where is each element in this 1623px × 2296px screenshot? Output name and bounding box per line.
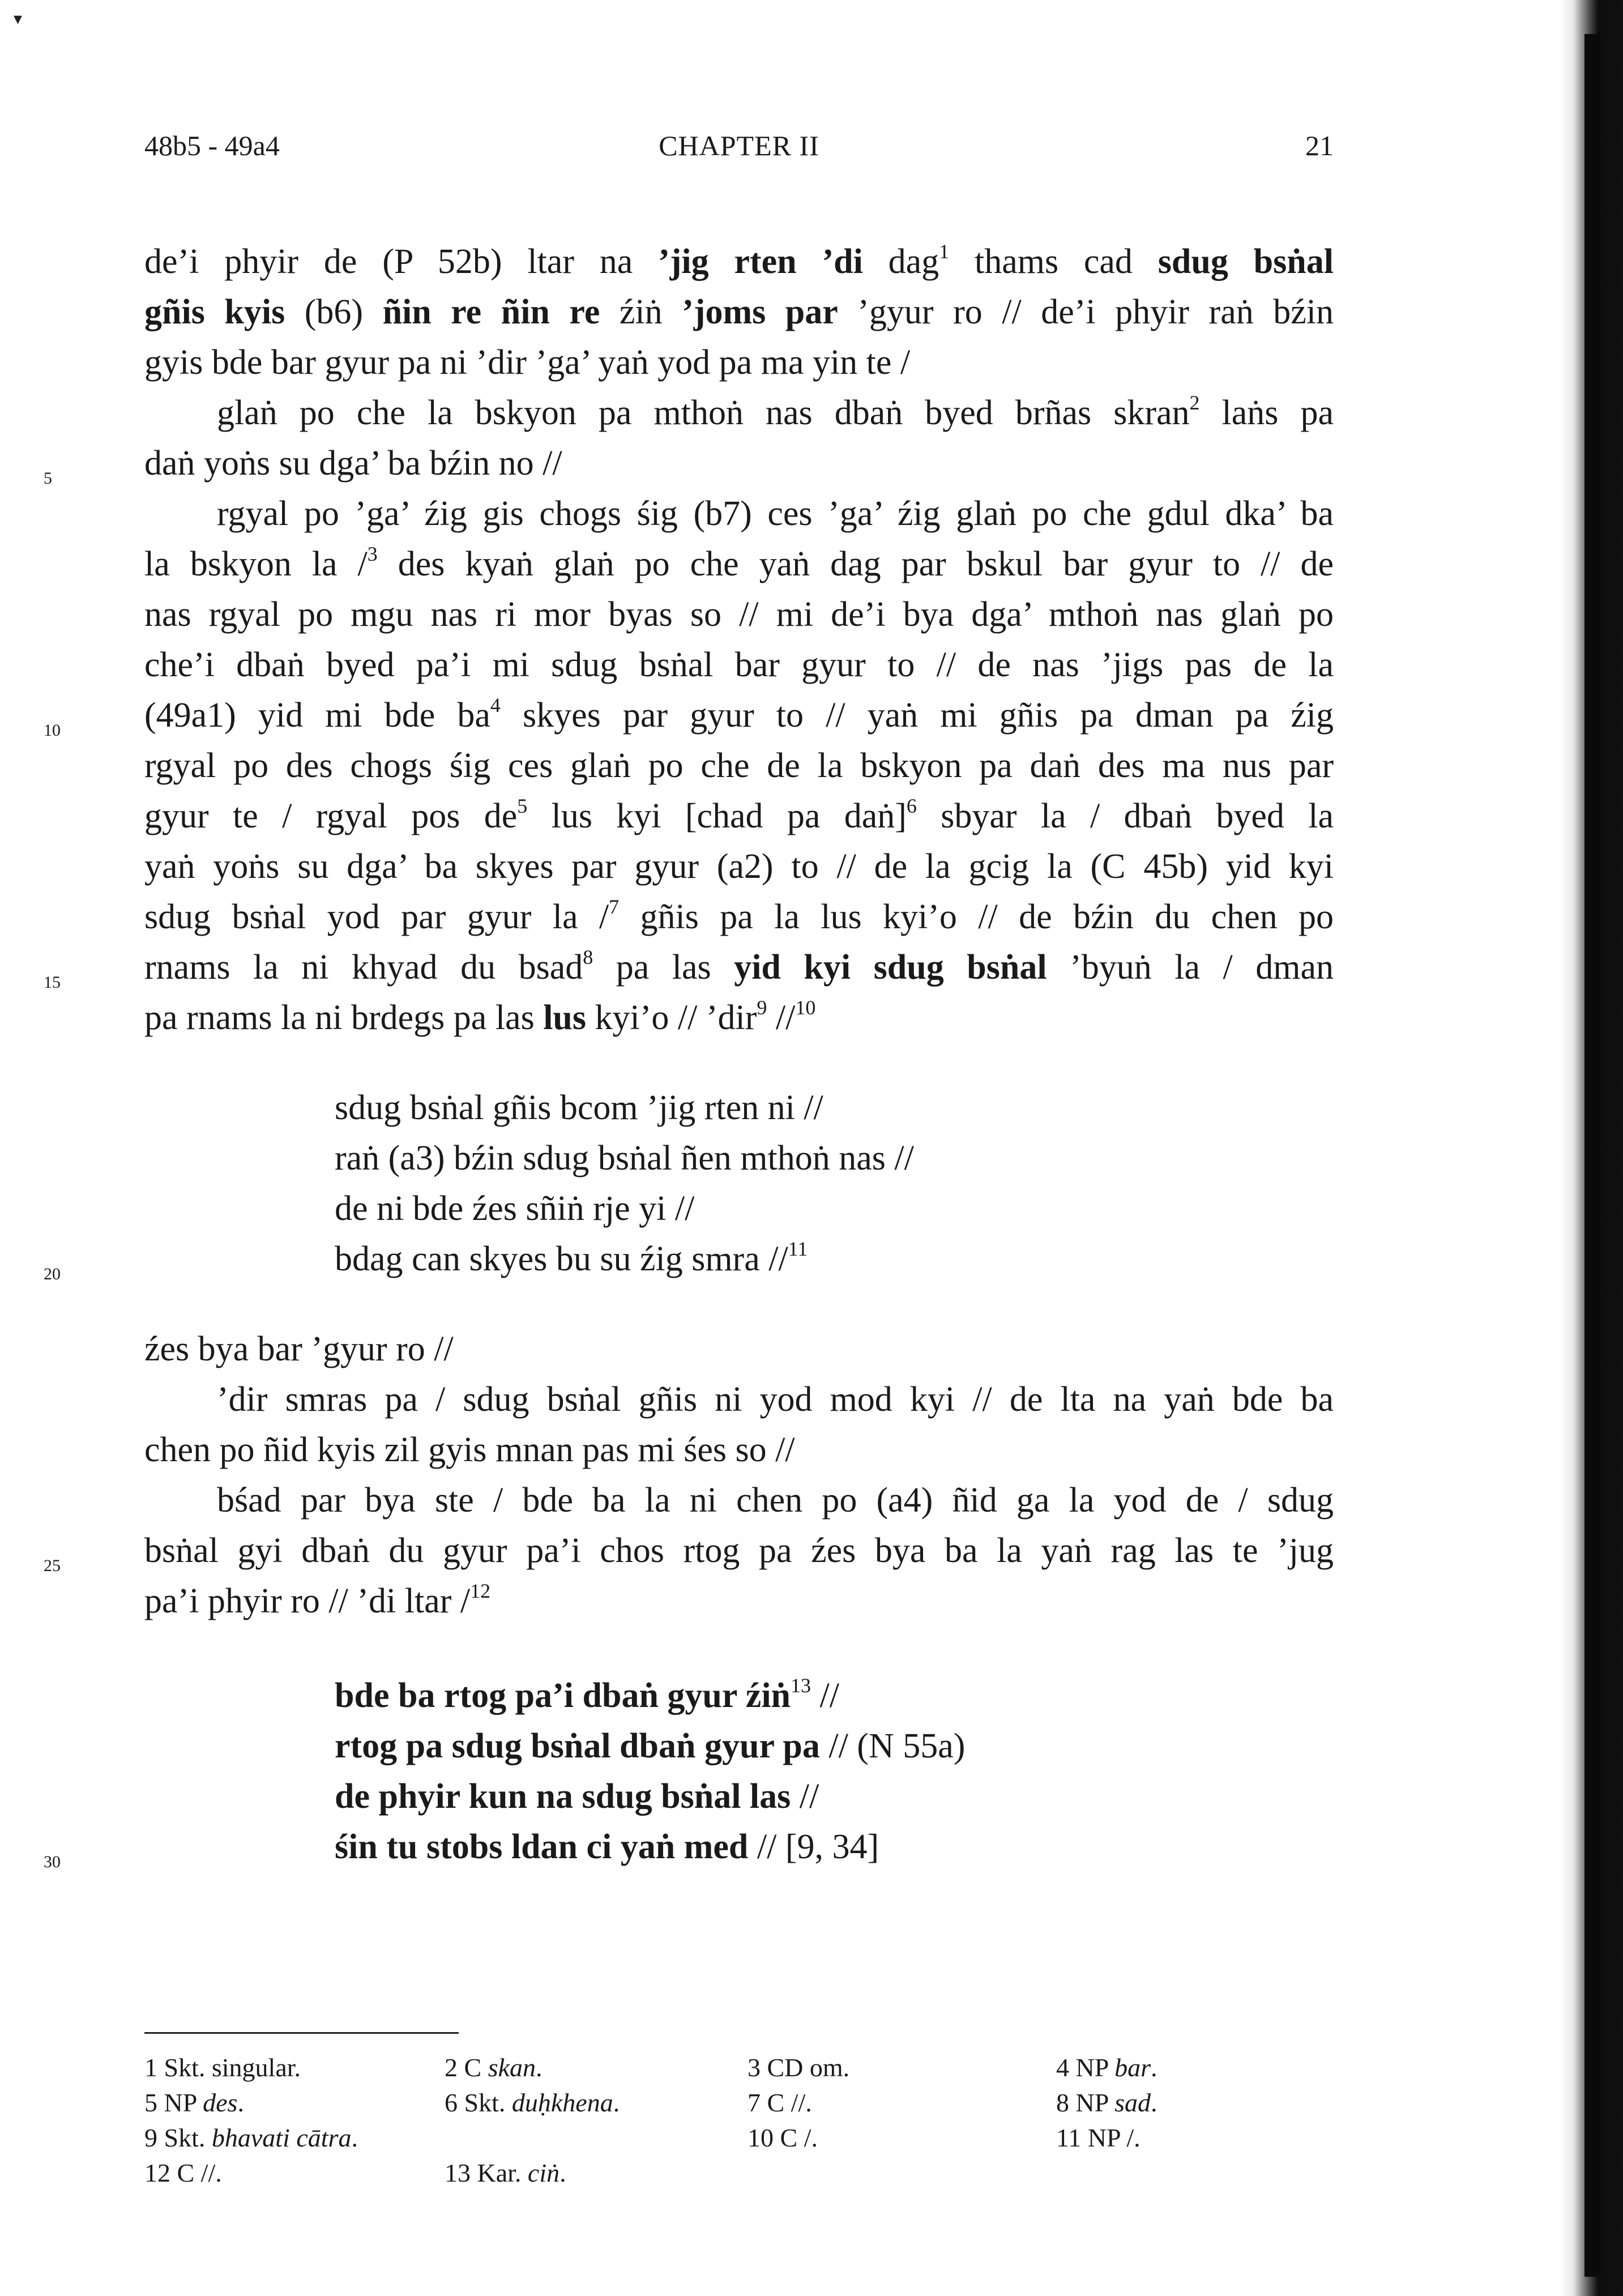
page-number: 21 (1305, 130, 1334, 161)
line-number: 15 (44, 973, 61, 992)
text-line: nas rgyal po mgu nas ri mor byas so // mi de’i bya dga’ mthoṅ nas glaṅ po (144, 595, 1334, 634)
text-line: pa’i phyir ro // ’di ltar /$^{12}$ (144, 1580, 491, 1620)
page-edge-shadow-inner (1584, 34, 1600, 2277)
text-line: bśad par bya ste / bde ba la ni chen po (a4) ñid ga la yod de / sdug (217, 1481, 1334, 1520)
footnote-row (144, 2120, 1334, 2156)
line-number: 25 (44, 1556, 61, 1575)
text-line: 15 rnams la ni khyad du bsad$^8$ pa las yid kyi sdug bsṅal ’byuṅ la / dman (144, 942, 1334, 993)
verse-line: de phyir kun na sdug bsṅal las // (335, 1777, 819, 1816)
text-line: la bskyon la /$^3$ des kyaṅ glaṅ po che yaṅ dag par bskul bar gyur to // de (144, 543, 1334, 583)
chapter-title: CHAPTER II (659, 130, 819, 161)
verse-line: bde ba rtog pa’i dbaṅ gyur źiṅ$^{13}$ // (335, 1674, 839, 1715)
footnote: 8 NP sad. (1056, 2088, 1158, 2117)
text-line: chen po ñid kyis zil gyis mnan pas mi śes so // (144, 1431, 795, 1469)
spacer (144, 1043, 1334, 1083)
footnote: 10 C /. (748, 2123, 818, 2152)
main-text (44, 237, 1334, 1872)
text-line: źes bya bar ’gyur ro // (144, 1330, 454, 1368)
line-number: 30 (44, 1853, 61, 1871)
verse-line: 30 śin tu stobs ldan ci yaṅ med // [9, 34] (144, 1822, 1334, 1872)
text-line: che’i dbaṅ byed pa’i mi sdug bsṅal bar gyur to // de nas ’jigs pas de la (144, 646, 1334, 684)
folio-range: 48b5 - 49a4 (144, 130, 280, 161)
verse-line: raṅ (a3) bźin sdug bsṅal ñen mthoṅ nas // (335, 1139, 914, 1177)
text-line: yaṅ yoṅs su dga’ ba skyes par gyur (a2) to // de la gcig la (C 45b) yid kyi (144, 847, 1334, 886)
footnote: 3 CD om. (748, 2053, 850, 2082)
text-line: 10 (49a1) yid mi bde $ba^4$ skyes par gyur to // yaṅ mi gñis pa dman pa źig (144, 690, 1334, 741)
footnote: 9 Skt. bhavati cātra. (144, 2123, 358, 2152)
footnote: 4 NP bar. (1056, 2053, 1158, 2082)
spacer (144, 1627, 1334, 1671)
verse-line: sdug bsṅal gñis bcom ’jig rten ni // (335, 1089, 823, 1127)
running-header (144, 129, 1334, 169)
footnote: 2 C skan. (445, 2053, 543, 2082)
text-line: 25 bsṅal gyi dbaṅ du gyur pa’i chos rtog pa źes bya ba la yaṅ rag las te ’jug (144, 1526, 1334, 1576)
footnote-row (144, 2156, 1334, 2191)
text-line: glaṅ po che la bskyon pa mthoṅ nas dbaṅ byed brñas skran$^2$ laṅs pa (217, 391, 1334, 432)
line-number: 10 (44, 721, 61, 740)
footnote-row (144, 2085, 1334, 2120)
footnote: 13 Kar. ciṅ. (445, 2158, 566, 2187)
footnote: 6 Skt. duḥkhena. (445, 2088, 620, 2117)
text-line: gyur te / rgyal pos $de^5$ lus kyi [chad pa daṅ]$^6$ sbyar la / dbaṅ byed la (144, 795, 1334, 835)
footnotes (144, 2050, 1334, 2191)
text-line: de’i phyir de (P 52b) ltar na ’jig rten ’di dag$^1$ thams cad sdug bsṅal (144, 240, 1334, 281)
line-number: 5 (44, 469, 52, 488)
text-line: sdug bsṅal yod par gyur la /$^7$ gñis pa la lus kyi’o // de bźin du chen po (144, 895, 1334, 936)
text-line: rgyal po ’ga’ źig gis chogs śig (b7) ces ’ga’ źig glaṅ po che gdul dka’ ba (217, 494, 1334, 533)
verse-line: de ni bde źes sñiṅ rje yi // (335, 1189, 695, 1228)
footnote: 7 C //. (748, 2088, 812, 2117)
verse-line: 20 bdag can skyes bu su źig smra //$^{11}$ (144, 1234, 1334, 1284)
footnote: 12 C //. (144, 2158, 222, 2187)
footnote: 11 NP /. (1056, 2123, 1141, 2152)
footnote-rule (144, 2032, 459, 2034)
text-line: ’dir smras pa / sdug bsṅal gñis ni yod mod kyi // de lta na yaṅ bde ba (217, 1380, 1334, 1419)
verse-line: rtog pa sdug bsṅal dbaṅ gyur pa // (N 55a) (335, 1727, 966, 1765)
text-line: gñis kyis (b6) ñin re ñin re źiṅ ’joms par ’gyur ro // de’i phyir raṅ bźin (144, 293, 1334, 331)
text-line: 5 daṅ yoṅs su dga’ ba bźin no // (144, 438, 1334, 489)
footnote: 5 NP des. (144, 2088, 244, 2117)
text-line: gyis bde bar gyur pa ni ’dir ’ga’ yaṅ yod pa ma yin te / (144, 343, 911, 382)
footnote: 1 Skt. singular. (144, 2053, 301, 2082)
line-number: 20 (44, 1265, 61, 1283)
text-line: pa rnams la ni brdegs pa las lus kyi’o // ’dir$^9$ //$^{10}$ (144, 996, 816, 1037)
corner-mark: ▾ (14, 10, 23, 28)
text-line: rgyal po des chogs śig ces glaṅ po che de la bskyon pa daṅ des ma nus par (144, 746, 1334, 785)
footnote-row (144, 2050, 1334, 2085)
spacer (144, 1284, 1334, 1324)
